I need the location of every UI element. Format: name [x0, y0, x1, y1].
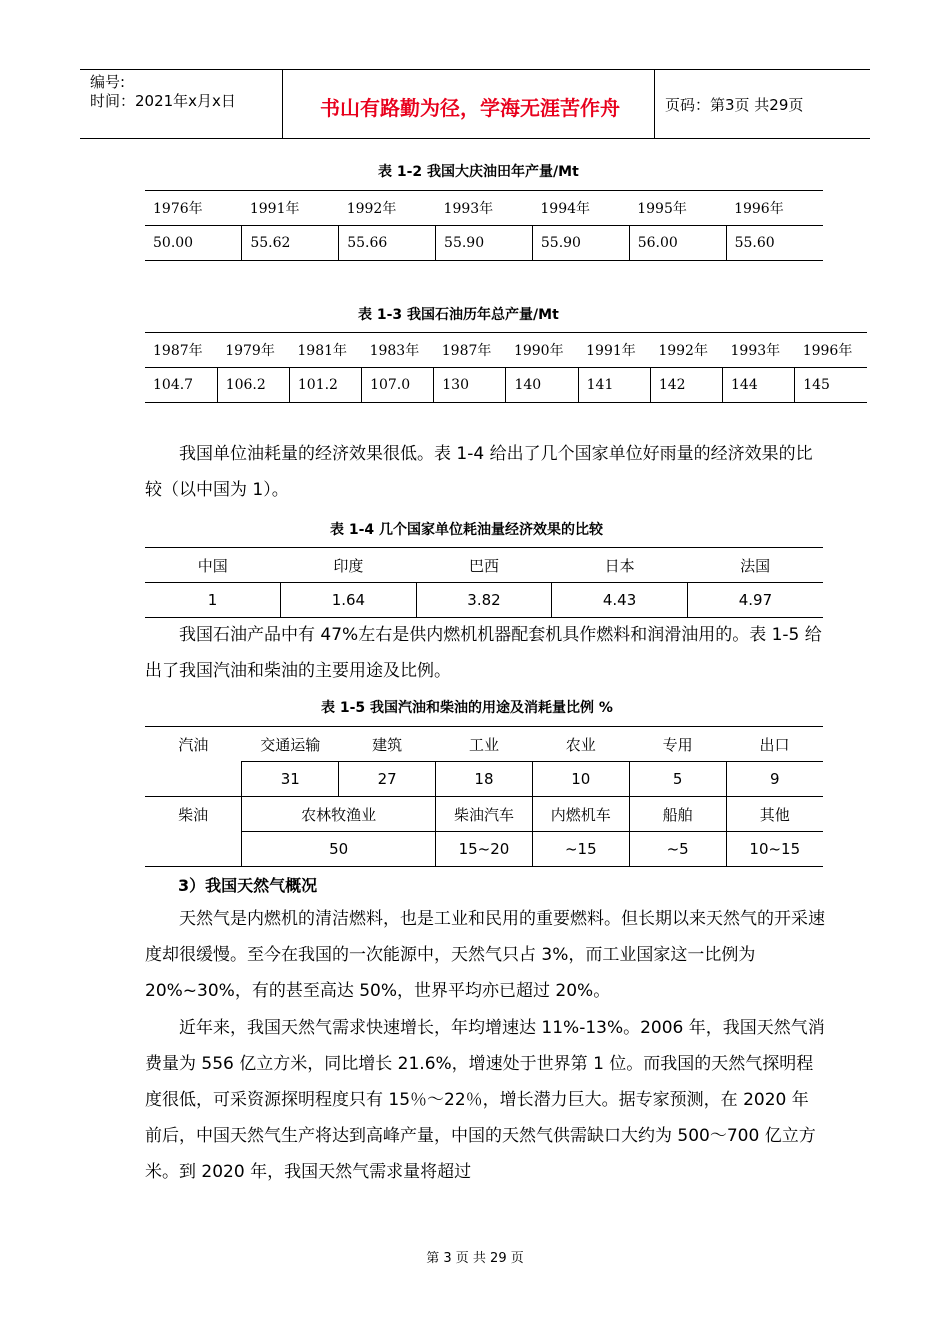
table3-year: 1996年 [795, 333, 867, 368]
table5-diesel-value-row [145, 832, 823, 867]
table5-gasoline-use: 建筑 [339, 727, 436, 762]
paragraph-1-text: 我国单位油耗量的经济效果很低。表 1-4 给出了几个国家单位好雨量的经济效果的比较（以中国为 1）。 [145, 444, 813, 500]
table5-gasoline-value: 31 [242, 762, 339, 797]
table4-country: 印度 [281, 548, 417, 583]
table3-year: 1992年 [650, 333, 722, 368]
table5-diesel-value: 15~20 [436, 832, 533, 867]
table2-year: 1993年 [436, 191, 533, 226]
table4-country: 中国 [145, 548, 281, 583]
table2 [145, 190, 823, 261]
table4-value: 3.82 [416, 583, 552, 618]
table5-gasoline-value-row [145, 762, 823, 797]
table3-value: 107.0 [362, 368, 434, 403]
table2-year: 1991年 [242, 191, 339, 226]
table2-value: 55.66 [339, 226, 436, 261]
table2-value: 55.90 [532, 226, 629, 261]
table3-year-row [145, 333, 867, 368]
table5-gasoline-label: 汽油 [145, 727, 242, 762]
table5-diesel-use: 农林牧渔业 [242, 797, 436, 832]
page-footer: 第 3 页 共 29 页 [426, 1251, 524, 1266]
table3-value: 142 [650, 368, 722, 403]
table3-value-row [145, 368, 867, 403]
table5-gasoline-use-row [145, 727, 823, 762]
paragraph-3-text: 天然气是内燃机的清洁燃料，也是工业和民用的重要燃料。但长期以来天然气的开采速度却很缓慢。至今在我国的一次能源中，天然气只占 3%，而工业国家这一比例为 20%~30%，有的甚至高达 50%，世界平均亦已超过 20%。 [145, 909, 825, 1001]
table3-year: 1979年 [217, 333, 289, 368]
table4-country: 日本 [552, 548, 688, 583]
table3 [145, 332, 867, 403]
table4 [145, 547, 823, 618]
table2-year: 1995年 [629, 191, 726, 226]
table5-gasoline-use: 出口 [726, 727, 823, 762]
table5-diesel-use: 其他 [726, 797, 823, 832]
table2-value: 55.90 [436, 226, 533, 261]
table5-diesel-value: 50 [242, 832, 436, 867]
time-label: 时间：2021年x月x日 [90, 92, 236, 110]
table4-country: 巴西 [416, 548, 552, 583]
table2-year-row [145, 191, 823, 226]
table2-year: 1976年 [145, 191, 242, 226]
table3-year: 1991年 [578, 333, 650, 368]
table3-value: 141 [578, 368, 650, 403]
paragraph-2 [145, 617, 825, 689]
header-page-info: 页码：第3页 共29页 [665, 96, 804, 114]
table5-diesel-use: 船舶 [629, 797, 726, 832]
table5-diesel-use-row [145, 797, 823, 832]
table5-caption: 表 1-5 我国汽油和柴油的用途及消耗量比例 % [321, 700, 613, 716]
table3-year: 1983年 [362, 333, 434, 368]
table3-year: 1987年 [145, 333, 217, 368]
paragraph-4-text: 近年来，我国天然气需求快速增长，年均增速达 11%-13%。2006 年，我国天然气消费量为 556 亿立方米，同比增长 21.6%，增速处于世界第 1 位。而我国的天然气探明程度很低，可采资源探明程度只有 15％～22％，增长潜力巨大。据专家预测，在 2020 年前后，中国天然气生产将达到高峰产量，中国的天然气供需缺口大约为 500～700 亿立方米。到 2020 年，我国天然气需求量将超过 [145, 1018, 825, 1182]
table4-value-row [145, 583, 823, 618]
table5-gasoline-use: 农业 [532, 727, 629, 762]
table2-year: 1994年 [532, 191, 629, 226]
table4-value: 4.97 [687, 583, 823, 618]
table3-year: 1987年 [434, 333, 506, 368]
table5-gasoline-value: 27 [339, 762, 436, 797]
document-header [80, 69, 870, 139]
table5-diesel-value: ~5 [629, 832, 726, 867]
table2-year: 1992年 [339, 191, 436, 226]
table5-gasoline-use: 专用 [629, 727, 726, 762]
table2-value: 55.60 [726, 226, 823, 261]
table3-caption: 表 1-3 我国石油历年总产量/Mt [358, 307, 559, 323]
table5-gasoline-value: 9 [726, 762, 823, 797]
table5-diesel-value: 10~15 [726, 832, 823, 867]
table3-value: 106.2 [217, 368, 289, 403]
header-meta [90, 73, 236, 111]
table5-gasoline-value: 5 [629, 762, 726, 797]
paragraph-3 [145, 901, 825, 1009]
table3-value: 130 [434, 368, 506, 403]
table2-value: 56.00 [629, 226, 726, 261]
table5-gasoline-value: 10 [532, 762, 629, 797]
table5-empty-cell [145, 832, 242, 867]
table2-caption: 表 1-2 我国大庆油田年产量/Mt [378, 164, 579, 180]
table3-value: 145 [795, 368, 867, 403]
table4-value: 1 [145, 583, 281, 618]
table5-diesel-use: 内燃机车 [532, 797, 629, 832]
serial-label: 编号: [90, 73, 126, 91]
section-heading: 3）我国天然气概况 [178, 876, 318, 895]
table5-diesel-value: ~15 [532, 832, 629, 867]
table4-country-row [145, 548, 823, 583]
table2-value-row [145, 226, 823, 261]
paragraph-1 [145, 436, 825, 508]
table3-value: 140 [506, 368, 578, 403]
table5-gasoline-value: 18 [436, 762, 533, 797]
table4-caption: 表 1-4 几个国家单位耗油量经济效果的比较 [330, 522, 604, 538]
table3-value: 144 [723, 368, 795, 403]
table2-value: 55.62 [242, 226, 339, 261]
table5-gasoline-use: 工业 [436, 727, 533, 762]
table3-year: 1993年 [723, 333, 795, 368]
paragraph-4 [145, 1010, 825, 1190]
table3-year: 1981年 [289, 333, 361, 368]
header-divider [282, 70, 283, 138]
header-motto: 书山有路勤为径，学海无涯苦作舟 [320, 96, 620, 120]
table4-value: 4.43 [552, 583, 688, 618]
table5-diesel-use: 柴油汽车 [436, 797, 533, 832]
table3-value: 104.7 [145, 368, 217, 403]
table4-value: 1.64 [281, 583, 417, 618]
table5-gasoline-use: 交通运输 [242, 727, 339, 762]
table2-year: 1996年 [726, 191, 823, 226]
table3-year: 1990年 [506, 333, 578, 368]
paragraph-2-text: 我国石油产品中有 47%左右是供内燃机机器配套机具作燃料和润滑油用的。表 1-5 给出了我国汽油和柴油的主要用途及比例。 [145, 625, 822, 681]
table5 [145, 726, 823, 867]
table4-country: 法国 [687, 548, 823, 583]
table2-value: 50.00 [145, 226, 242, 261]
table5-empty-cell [145, 762, 242, 797]
table3-value: 101.2 [289, 368, 361, 403]
table5-diesel-label: 柴油 [145, 797, 242, 832]
